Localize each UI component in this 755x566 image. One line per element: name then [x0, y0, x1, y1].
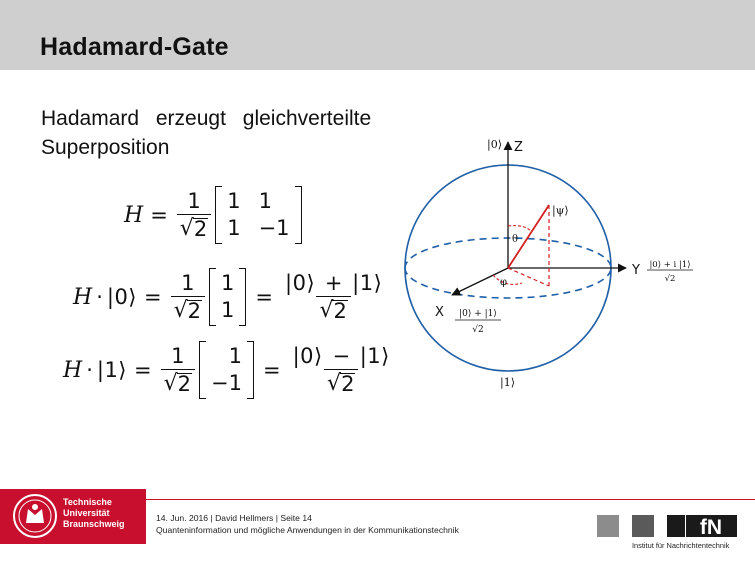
x-axis-label: X [435, 305, 444, 320]
university-name: Technische Universität Braunschweig [63, 497, 125, 529]
intro-line-2: Superposition [41, 136, 170, 159]
hadamard-matrix: 1 1 1 −1 [215, 186, 301, 244]
phi-arc [493, 275, 522, 284]
theta-arc [508, 226, 532, 232]
institute-logo-icon [597, 513, 742, 539]
footer-meta [156, 512, 459, 536]
intro-text [41, 104, 371, 162]
ket1-bottom-label: |1⟩ [500, 376, 515, 389]
footer-date-author-page: 14. Jun. 2016 | David Hellmers | Seite 14 [156, 513, 312, 523]
phi-label: φ [500, 277, 508, 288]
equals-sign: = [150, 203, 168, 227]
hadamard-ket1-equation: H · |1⟩ = 1 √ 2 1 −1 = |0⟩ − |1⟩ √ 2 [63, 341, 395, 399]
footer-talk-title: Quanteninformation und mögliche Anwendungen in der Kommunikationstechnik [156, 525, 459, 535]
y-axis-label: Y [632, 263, 640, 278]
vector-projection-plane [508, 268, 549, 286]
slide-title: Hadamard-Gate [40, 33, 229, 61]
hadamard-ket0-equation: H · |0⟩ = 1 √ 2 1 1 = |0⟩ + |1⟩ √ 2 [73, 268, 387, 326]
equator-front [405, 268, 611, 298]
fn-logo-text: fN [699, 516, 723, 539]
plus-state-fraction: |0⟩ + |1⟩ √ 2 [285, 271, 383, 323]
institute-caption: Institut für Nachrichtentechnik [632, 541, 730, 550]
institute-logo[interactable] [597, 513, 742, 544]
x-state-denominator: √2 [472, 325, 484, 335]
footer-divider [146, 499, 755, 500]
psi-label: |ψ⟩ [552, 204, 569, 217]
seal-icon [8, 489, 64, 544]
ket0-top-label: |0⟩ [487, 138, 502, 151]
hadamard-matrix-equation [124, 186, 304, 244]
theta-label: θ [512, 234, 519, 245]
h-symbol: H [124, 202, 144, 228]
y-state-denominator: √2 [664, 274, 676, 284]
bloch-sphere-diagram [400, 128, 700, 398]
z-axis-label: Z [514, 140, 523, 155]
normalization-fraction: 1 √ 2 [177, 190, 211, 240]
intro-line-1: Hadamard erzeugt gleichverteilte [41, 107, 372, 130]
x-state-numerator: |0⟩ + |1⟩ [459, 309, 497, 319]
minus-state-fraction: |0⟩ − |1⟩ √ 2 [292, 344, 390, 396]
column-vector-plus: 1 1 [209, 268, 246, 326]
column-vector-minus: 1 −1 [199, 341, 254, 399]
y-state-numerator: |0⟩ + i |1⟩ [649, 260, 691, 270]
